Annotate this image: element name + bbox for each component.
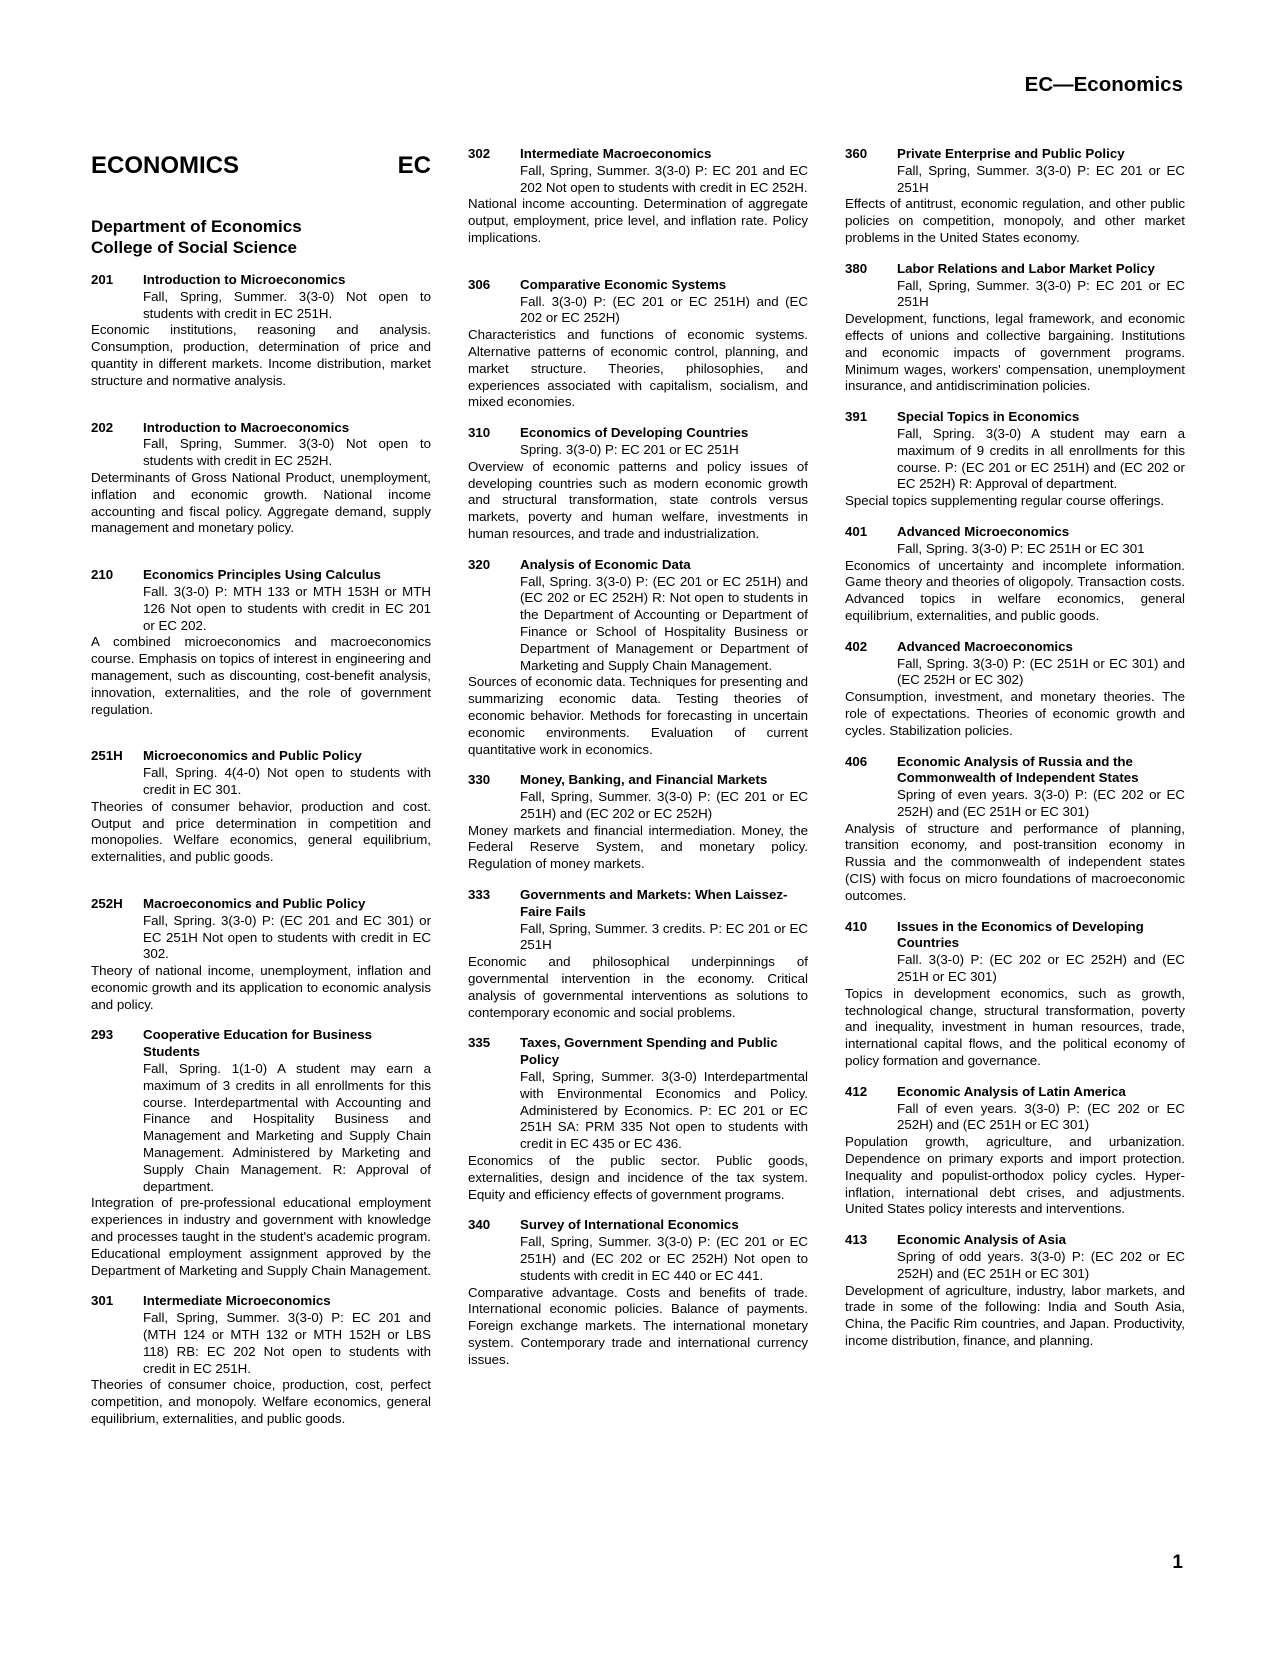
- subject-name: ECONOMICS: [91, 152, 240, 179]
- course-title: Macroeconomics and Public Policy: [143, 895, 366, 911]
- course-heading: [845, 919, 1185, 953]
- course-heading: [91, 272, 431, 289]
- course-info: Fall, Spring, Summer. 3(3-0) P: EC 201 or EC 251H: [897, 277, 1185, 310]
- course-number: 380: [845, 260, 868, 276]
- course-info: Fall, Spring. 4(4-0) Not open to students with credit in EC 301.: [143, 765, 431, 797]
- course-number: 340: [468, 1217, 491, 1233]
- course-number: 406: [845, 753, 868, 769]
- subject-code: EC: [397, 152, 431, 179]
- course-entry: [468, 1035, 808, 1203]
- page-header: EC—Economics: [1024, 73, 1183, 96]
- course-info: Spring of odd years. 3(3-0) P: (EC 202 or EC 252H) and (EC 251H or EC 301): [897, 1249, 1185, 1281]
- course-title: Cooperative Education for Business Students: [143, 1027, 373, 1060]
- course-heading: [468, 557, 808, 574]
- course-info: Fall, Spring, Summer. 3(3-0) P: EC 201 and EC 202 Not open to students with credit in EC 252H.: [520, 162, 808, 195]
- course-description: Economic and philosophical underpinnings of governmental intervention in the economy. Critical analysis of governmental interventions as solutions to contemporary economic and social problems.: [468, 954, 808, 1020]
- course-description: Topics in development economics, such as growth, technological change, structural transformation, poverty and inequality, investment in human resources, trade, international capital flows, and the political economy of policy formation and governance.: [845, 985, 1185, 1069]
- course-description: Economics of uncertainty and incomplete information. Game theory and theories of oligopoly. Transaction costs. Advanced topics in welfare economics, general equilibrium, externalities, and public goods.: [845, 557, 1185, 623]
- course-number: 252H: [91, 895, 123, 911]
- course-info: Fall, Spring, Summer. 3(3-0) Not open to students with credit in EC 251H.: [143, 288, 431, 321]
- course-title: Comparative Economic Systems: [520, 276, 727, 292]
- course-heading: [845, 639, 1185, 656]
- course-number: 293: [91, 1027, 114, 1043]
- course-entry: [845, 261, 1185, 395]
- course-info: Fall, Spring, Summer. 3(3-0) P: EC 201 and (MTH 124 or MTH 132 or MTH 152H or LBS 118) RB: EC 202 Not open to students with credit in EC 251H.: [143, 1310, 431, 1376]
- course-title: Economic Analysis of Russia and the Commonwealth of Independent States: [897, 753, 1139, 786]
- course-info: Fall, Spring. 3(3-0) P: (EC 201 and EC 301) or EC 251H Not open to students with credit in EC 302.: [143, 912, 431, 962]
- course-info: Spring of even years. 3(3-0) P: (EC 202 or EC 252H) and (EC 251H or EC 301): [897, 787, 1185, 819]
- course-description: Sources of economic data. Techniques for presenting and summarizing economic data. Testing theories of economic behavior. Methods for forecasting in uncertain economic environments. Evaluation of current quantitative work in economics.: [468, 674, 808, 757]
- course-heading: [468, 1035, 808, 1069]
- course-title: Taxes, Government Spending and Public Policy: [520, 1035, 778, 1068]
- course-list: [468, 146, 808, 1369]
- course-entry: [468, 425, 808, 543]
- page-title: [91, 152, 431, 180]
- course-entry: [845, 639, 1185, 740]
- course-info: Fall, Spring, Summer. 3(3-0) Not open to students with credit in EC 252H.: [143, 436, 431, 469]
- course-description: Development, functions, legal framework, and economic effects of unions and collective bargaining. Institutions and economic impacts of government programs. Minimum wages, workers' compensation, unemployment insurance, and antidiscrimination policies.: [845, 311, 1185, 394]
- course-entry: [845, 919, 1185, 1070]
- column-1: [91, 146, 431, 1428]
- course-heading: [91, 748, 431, 765]
- course-entry: [468, 557, 808, 759]
- course-description: Money markets and financial intermediation. Money, the Federal Reserve System, and monetary policy. Regulation of money markets.: [468, 822, 808, 872]
- course-title: Money, Banking, and Financial Markets: [520, 772, 768, 788]
- course-entry: [468, 146, 808, 247]
- course-description: Overview of economic patterns and policy issues of developing countries such as modern economic growth and structural transformation, state controls versus markets, poverty and human welfare, investments in human resources, and trade and industrialization.: [468, 458, 808, 541]
- course-description: Characteristics and functions of economic systems. Alternative patterns of economic control, planning, and market structure. Theories, philosophies, and experiences associated with capitalism, socialism, and mixed economies.: [468, 327, 808, 410]
- course-number: 306: [468, 276, 491, 292]
- course-number: 210: [91, 567, 114, 583]
- course-entry: [468, 1217, 808, 1368]
- course-entry: [845, 409, 1185, 510]
- course-heading: [91, 1293, 431, 1310]
- course-number: 402: [845, 638, 868, 654]
- course-number: 310: [468, 425, 491, 441]
- course-info: Fall, Spring, Summer. 3 credits. P: EC 201 or EC 251H: [520, 920, 808, 953]
- course-info: Fall. 3(3-0) P: (EC 202 or EC 252H) and (EC 251H or EC 301): [897, 952, 1185, 985]
- course-heading: [845, 754, 1185, 788]
- course-entry: [468, 772, 808, 873]
- course-description: Theories of consumer choice, production, cost, perfect competition, and monopoly. Welfare economics, general equilibrium, externalities, and public goods.: [91, 1377, 431, 1427]
- course-number: 360: [845, 146, 868, 161]
- course-heading: [468, 1217, 808, 1234]
- course-heading: [468, 887, 808, 921]
- course-entry: [468, 887, 808, 1021]
- course-info: Fall, Spring. 3(3-0) P: (EC 251H or EC 301) and (EC 252H or EC 302): [897, 655, 1185, 688]
- course-heading: [845, 409, 1185, 426]
- course-info: Spring. 3(3-0) P: EC 201 or EC 251H: [520, 441, 739, 457]
- course-number: 301: [91, 1293, 114, 1309]
- course-title: Governments and Markets: When Laissez-Faire Fails: [520, 887, 788, 919]
- course-info: Fall, Spring. 3(3-0) P: EC 251H or EC 301: [897, 540, 1145, 556]
- course-entry: [845, 1232, 1185, 1350]
- course-description: Integration of pre-professional educational employment experiences in industry and government with knowledge and processes taught in the student's academic program. Educational employment assignment approved by the Department of Marketing and Supply Chain Management.: [91, 1195, 431, 1278]
- course-title: Microeconomics and Public Policy: [143, 748, 362, 764]
- course-description: Economic institutions, reasoning and analysis. Consumption, production, determination of price and quantity in different markets. Income distribution, market structure and normative analysis.: [91, 322, 431, 388]
- course-heading: [845, 524, 1185, 541]
- course-number: 320: [468, 556, 491, 572]
- course-title: Intermediate Microeconomics: [143, 1293, 331, 1309]
- course-title: Issues in the Economics of Developing Countries: [897, 918, 1144, 951]
- course-title: Special Topics in Economics: [897, 409, 1080, 425]
- course-number: 333: [468, 887, 491, 903]
- course-number: 302: [468, 146, 491, 161]
- course-number: 335: [468, 1035, 491, 1051]
- course-title: Labor Relations and Labor Market Policy: [897, 260, 1155, 276]
- course-heading: [468, 772, 808, 789]
- course-info: Fall. 3(3-0) P: MTH 133 or MTH 153H or MTH 126 Not open to students with credit in EC 201 or EC 202.: [143, 583, 431, 633]
- course-entry: [91, 1027, 431, 1279]
- course-entry: [845, 754, 1185, 905]
- course-number: 330: [468, 772, 491, 788]
- course-description: Analysis of structure and performance of planning, transition economy, and post-transition economy in Russia and the commonwealth of independent states (CIS) with focus on micro foundations of macroeconomic outcomes.: [845, 820, 1185, 903]
- course-number: 401: [845, 523, 868, 539]
- course-heading: [845, 1232, 1185, 1249]
- course-description: Theories of consumer behavior, production and cost. Output and price determination in competition and monopolies. Welfare economics, general equilibrium, externalities, and public goods.: [91, 798, 431, 865]
- course-info: Fall of even years. 3(3-0) P: (EC 202 or EC 252H) and (EC 251H or EC 301): [897, 1100, 1185, 1133]
- course-description: A combined microeconomics and macroeconomics course. Emphasis on topics of interest in engineering and management, such as discounting, cost-benefit analysis, innovation, externalities, and the role of government regulation.: [91, 634, 431, 717]
- department-name: Department of Economics: [91, 217, 302, 236]
- course-description: National income accounting. Determination of aggregate output, employment, price level, and inflation rate. Policy implications.: [468, 196, 808, 245]
- course-entry: [845, 1084, 1185, 1218]
- course-info: Fall, Spring, Summer. 3(3-0) P: (EC 201 or EC 251H) and (EC 202 or EC 252H) Not open to students with credit in EC 440 or EC 441.: [520, 1234, 808, 1283]
- course-description: Special topics supplementing regular course offerings.: [845, 493, 1165, 509]
- course-info: Fall, Spring. 3(3-0) P: (EC 201 or EC 251H) and (EC 202 or EC 252H) R: Not open to students in the Department of Accounting or Department of Finance or School of Hospitality Business or Department of Management or Department of Marketing and Supply Chain Management.: [520, 573, 808, 673]
- course-entry: [845, 524, 1185, 625]
- course-number: 201: [91, 272, 114, 287]
- course-description: Development of agriculture, industry, labor markets, and trade in some of the following: India and South Asia, China, the Pacific Rim countries, and Japan. Productivity, income distribution, finance, and planning.: [845, 1282, 1185, 1348]
- course-title: Economics of Developing Countries: [520, 425, 749, 441]
- course-description: Economics of the public sector. Public goods, externalities, design and incidence of the tax system. Equity and efficiency effects of government programs.: [468, 1153, 808, 1202]
- course-title: Advanced Macroeconomics: [897, 638, 1073, 654]
- course-title: Private Enterprise and Public Policy: [897, 146, 1125, 161]
- column-3: [845, 146, 1185, 1350]
- course-heading: [468, 146, 808, 163]
- course-entry: [91, 1293, 431, 1427]
- course-heading: [91, 1027, 431, 1061]
- course-list: [845, 146, 1185, 1350]
- course-title: Introduction to Microeconomics: [143, 272, 346, 287]
- course-info: Fall, Spring, Summer. 3(3-0) P: EC 201 or EC 251H: [897, 162, 1185, 195]
- course-title: Intermediate Macroeconomics: [520, 146, 712, 161]
- college-name: College of Social Science: [91, 238, 297, 257]
- course-title: Economics Principles Using Calculus: [143, 567, 381, 583]
- course-heading: [468, 425, 808, 442]
- course-entry: [91, 272, 431, 390]
- course-entry: [468, 277, 808, 411]
- course-list: [91, 272, 431, 1428]
- course-description: Effects of antitrust, economic regulation, and other public policies on competition, monopoly, and other market problems in the United States economy.: [845, 196, 1185, 245]
- course-info: Fall, Spring, Summer. 3(3-0) P: (EC 201 or EC 251H) and (EC 202 or EC 252H): [520, 789, 808, 821]
- course-info: Fall, Spring. 3(3-0) A student may earn a maximum of 9 credits in all enrollments for this course. P: (EC 201 or EC 251H) and (EC 202 or EC 252H) R: Approval of department.: [897, 425, 1185, 492]
- course-info: Fall. 3(3-0) P: (EC 201 or EC 251H) and (EC 202 or EC 252H): [520, 293, 808, 326]
- course-entry: [845, 146, 1185, 247]
- page-number: 1: [1172, 1552, 1183, 1573]
- course-heading: [91, 896, 431, 913]
- column-2: [468, 146, 808, 1369]
- course-entry: [91, 567, 431, 718]
- course-title: Economic Analysis of Asia: [897, 1232, 1066, 1248]
- course-title: Analysis of Economic Data: [520, 556, 691, 572]
- course-number: 251H: [91, 748, 123, 764]
- course-description: Theory of national income, unemployment, inflation and economic growth and its application to economic analysis and policy.: [91, 963, 431, 1012]
- course-entry: [91, 420, 431, 538]
- course-heading: [845, 261, 1185, 278]
- course-heading: [468, 277, 808, 294]
- course-description: Comparative advantage. Costs and benefits of trade. International economic policies. Balance of payments. Foreign exchange markets. The international monetary system. Contemporary trade and international currency issues.: [468, 1284, 808, 1367]
- course-heading: [845, 1084, 1185, 1101]
- course-title: Advanced Microeconomics: [897, 523, 1070, 539]
- course-entry: [91, 748, 431, 866]
- course-heading: [91, 420, 431, 437]
- course-number: 410: [845, 918, 868, 934]
- course-description: Population growth, agriculture, and urbanization. Dependence on primary exports and import protection. Inequality and populist-orthodox policy cycles. Hyper-inflation, international debt crises, and adjustments. United States policy interests and interventions.: [845, 1134, 1185, 1217]
- department-block: [91, 216, 431, 258]
- course-title: Economic Analysis of Latin America: [897, 1083, 1126, 1099]
- course-heading: [845, 146, 1185, 163]
- course-entry: [91, 896, 431, 1014]
- course-heading: [91, 567, 431, 584]
- course-number: 412: [845, 1083, 868, 1099]
- course-number: 202: [91, 419, 114, 435]
- course-title: Survey of International Economics: [520, 1217, 739, 1233]
- course-title: Introduction to Macroeconomics: [143, 419, 350, 435]
- course-description: Consumption, investment, and monetary theories. The role of expectations. Theories of economic growth and cycles. Stabilization policies.: [845, 689, 1185, 738]
- course-description: Determinants of Gross National Product, unemployment, inflation and economic growth. National income accounting and fiscal policy. Aggregate demand, supply management and monetary policy.: [91, 469, 431, 536]
- course-number: 391: [845, 409, 868, 425]
- course-info: Fall, Spring. 1(1-0) A student may earn a maximum of 3 credits in all enrollments for this course. Interdepartmental with Accounting and Finance and Hospitality Business and Management and Marketing and Supply Chain Management. Administered by Marketing and Supply Chain Management. R: Approval of department.: [143, 1061, 431, 1194]
- course-info: Fall, Spring, Summer. 3(3-0) Interdepartmental with Environmental Economics and Policy. Administered by Economics. P: EC 201 or EC 251H SA: PRM 335 Not open to students with credit in EC 435 or EC 436.: [520, 1069, 808, 1152]
- course-number: 413: [845, 1232, 868, 1248]
